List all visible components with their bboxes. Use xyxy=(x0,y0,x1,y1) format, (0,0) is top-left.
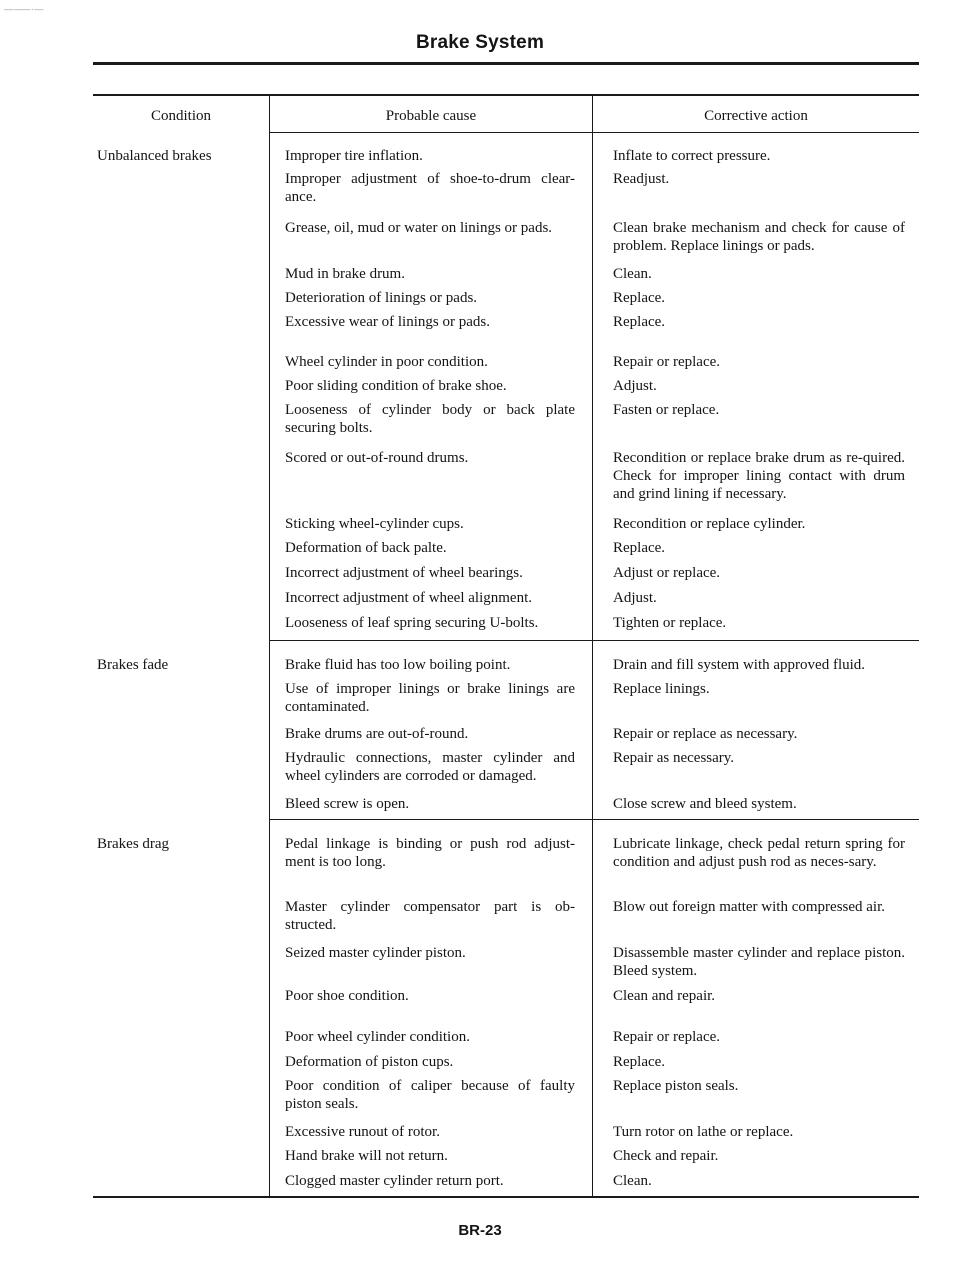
action-cell: Replace. xyxy=(613,314,666,330)
cause-cell: Looseness of cylinder body or back plate securing bolts. xyxy=(285,402,575,436)
cause-cell: Seized master cylinder piston. xyxy=(285,945,466,961)
action-cell: Turn rotor on lathe or replace. xyxy=(613,1124,794,1140)
section-rule-action-2 xyxy=(592,819,919,820)
cause-cell: Excessive runout of rotor. xyxy=(285,1124,440,1140)
action-cell: Lubricate linkage, check pedal return spring for condition and adjust push rod as neces-sary. xyxy=(613,836,905,870)
cause-cell: Poor sliding condition of brake shoe. xyxy=(285,378,507,394)
action-cell: Readjust. xyxy=(613,171,670,187)
column-divider-1 xyxy=(269,95,270,1196)
cause-cell: Poor condition of caliper because of faulty piston seals. xyxy=(285,1078,575,1112)
cause-cell: Deformation of piston cups. xyxy=(285,1054,454,1070)
column-header-probable-cause: Probable cause xyxy=(385,108,477,124)
table-bottom-rule xyxy=(93,1196,919,1198)
action-cell: Adjust or replace. xyxy=(613,565,721,581)
condition-cell: Brakes drag xyxy=(97,836,170,852)
action-cell: Replace. xyxy=(613,290,666,306)
action-cell: Tighten or replace. xyxy=(613,615,727,631)
cause-cell: Brake drums are out-of-round. xyxy=(285,726,469,742)
action-cell: Close screw and bleed system. xyxy=(613,796,797,812)
cause-cell: Hydraulic connections, master cylinder and wheel cylinders are corroded or damaged. xyxy=(285,750,575,784)
section-rule-cause-2 xyxy=(269,819,592,820)
action-cell: Clean. xyxy=(613,266,652,282)
action-cell: Clean and repair. xyxy=(613,988,716,1004)
action-cell: Replace. xyxy=(613,1054,666,1070)
cause-cell: Looseness of leaf spring securing U-bolts. xyxy=(285,615,539,631)
action-cell: Inflate to correct pressure. xyxy=(613,148,771,164)
action-cell: Recondition or replace brake drum as re-quired. Check for improper lining contact with drum and grind lining if necessary. xyxy=(613,450,905,502)
header-rule-cause xyxy=(269,132,592,133)
condition-cell: Brakes fade xyxy=(97,657,169,673)
action-cell: Repair or replace. xyxy=(613,1029,721,1045)
page-number: BR-23 xyxy=(458,1222,502,1239)
cause-cell: Brake fluid has too low boiling point. xyxy=(285,657,511,673)
action-cell: Repair or replace. xyxy=(613,354,721,370)
column-header-condition: Condition xyxy=(150,108,211,124)
action-cell: Drain and fill system with approved fluid. xyxy=(613,657,866,673)
cause-cell: Incorrect adjustment of wheel bearings. xyxy=(285,565,523,581)
cause-cell: Excessive wear of linings or pads. xyxy=(285,314,490,330)
cause-cell: Wheel cylinder in poor condition. xyxy=(285,354,488,370)
action-cell: Repair as necessary. xyxy=(613,750,735,766)
action-cell: Blow out foreign matter with compressed air. xyxy=(613,899,886,915)
column-header-corrective-action: Corrective action xyxy=(704,108,808,124)
action-cell: Disassemble master cylinder and replace piston. Bleed system. xyxy=(613,945,905,979)
cause-cell: Deformation of back palte. xyxy=(285,540,447,556)
cause-cell: Mud in brake drum. xyxy=(285,266,405,282)
scan-corner-mark: — —— · — xyxy=(4,4,43,14)
cause-cell: Grease, oil, mud or water on linings or pads. xyxy=(285,220,553,236)
action-cell: Repair or replace as necessary. xyxy=(613,726,798,742)
action-cell: Adjust. xyxy=(613,378,657,394)
cause-cell: Sticking wheel-cylinder cups. xyxy=(285,516,464,532)
action-cell: Replace linings. xyxy=(613,681,710,697)
condition-cell: Unbalanced brakes xyxy=(97,148,212,164)
action-cell: Clean brake mechanism and check for cause of problem. Replace linings or pads. xyxy=(613,220,905,254)
cause-cell: Use of improper linings or brake linings are contaminated. xyxy=(285,681,575,715)
section-rule-cause-1 xyxy=(269,640,592,641)
action-cell: Replace. xyxy=(613,540,666,556)
table-top-rule xyxy=(93,94,919,96)
action-cell: Check and repair. xyxy=(613,1148,719,1164)
action-cell: Replace piston seals. xyxy=(613,1078,739,1094)
title-rule xyxy=(93,62,919,65)
cause-cell: Scored or out-of-round drums. xyxy=(285,450,469,466)
action-cell: Recondition or replace cylinder. xyxy=(613,516,806,532)
cause-cell: Poor wheel cylinder condition. xyxy=(285,1029,470,1045)
cause-cell: Poor shoe condition. xyxy=(285,988,409,1004)
column-divider-2 xyxy=(592,95,593,1196)
cause-cell: Clogged master cylinder return port. xyxy=(285,1173,504,1189)
page-title: Brake System xyxy=(415,32,545,53)
cause-cell: Bleed screw is open. xyxy=(285,796,410,812)
action-cell: Adjust. xyxy=(613,590,657,606)
cause-cell: Pedal linkage is binding or push rod adjust-ment is too long. xyxy=(285,836,575,870)
cause-cell: Improper adjustment of shoe-to-drum clear-ance. xyxy=(285,171,575,205)
cause-cell: Improper tire inflation. xyxy=(285,148,423,164)
cause-cell: Hand brake will not return. xyxy=(285,1148,448,1164)
cause-cell: Incorrect adjustment of wheel alignment. xyxy=(285,590,532,606)
cause-cell: Master cylinder compensator part is ob-structed. xyxy=(285,899,575,933)
action-cell: Clean. xyxy=(613,1173,652,1189)
action-cell: Fasten or replace. xyxy=(613,402,720,418)
section-rule-action-1 xyxy=(592,640,919,641)
header-rule-action xyxy=(592,132,919,133)
cause-cell: Deterioration of linings or pads. xyxy=(285,290,478,306)
